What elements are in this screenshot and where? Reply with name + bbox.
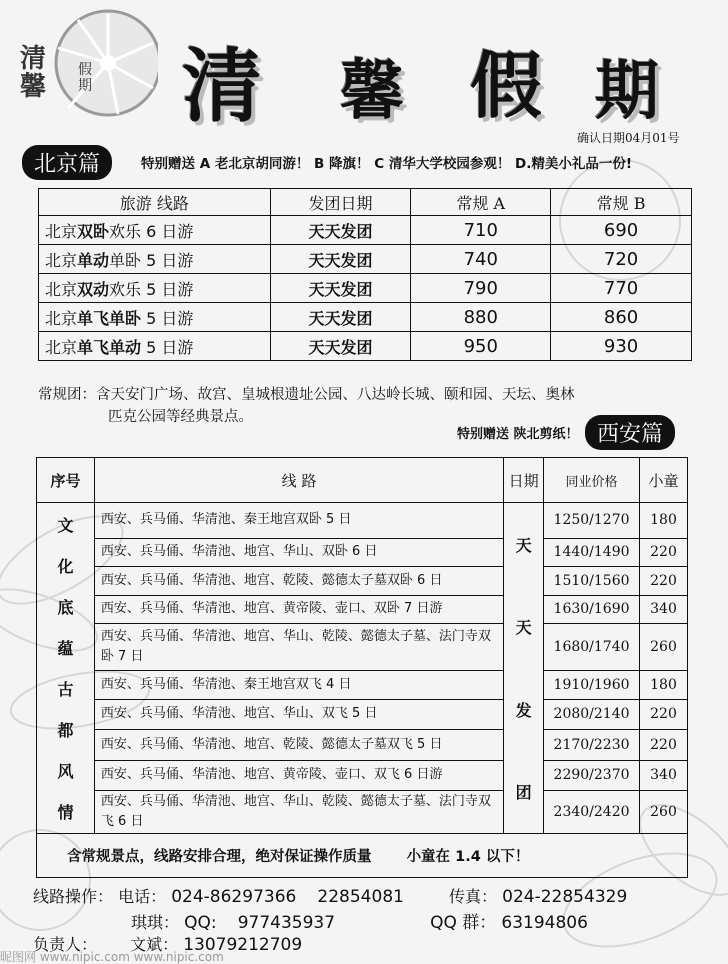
title-char-3: 假 — [470, 43, 543, 128]
price-cell: 2290/2370 — [544, 760, 640, 791]
route-cell: 西安、兵马俑、华清池、地宫、乾陵、懿德太子墓双飞 5 日 — [94, 730, 503, 761]
beijing-tag: 北京篇 — [22, 145, 112, 180]
table-row — [37, 567, 688, 596]
table-row — [37, 730, 688, 761]
table-row — [37, 503, 688, 539]
route-cell: 西安、兵马俑、华清池、地宫、华山、乾陵、懿德太子墓、法门寺双卧 7 日 — [94, 624, 503, 671]
watermark: 昵图网 www.nipic.com www.nipic.com — [0, 950, 224, 964]
date-cell: 天天发团 — [270, 332, 411, 361]
title-char-1: 清 — [182, 39, 262, 133]
route-cell: 西安、兵马俑、华清池、地宫、黄帝陵、壶口、双卧 7 日游 — [94, 595, 503, 624]
table-footer-row — [37, 834, 688, 878]
child-price-cell: 180 — [640, 671, 688, 700]
route-cell: 北京单飞单卧 5 日游 — [39, 303, 271, 332]
qqgroup-number: 63194806 — [501, 913, 588, 933]
child-note: 小童在 1.4 以下！ — [406, 849, 530, 865]
route-cell: 西安、兵马俑、华清池、地宫、黄帝陵、壶口、双飞 6 日游 — [94, 760, 503, 791]
price-b-cell: 720 — [551, 245, 692, 274]
price-cell: 1510/1560 — [544, 567, 640, 596]
confirm-date: 确认日期04月01号 — [577, 131, 680, 145]
price-cell: 1910/1960 — [544, 671, 640, 700]
price-cell: 2080/2140 — [544, 699, 640, 730]
table-header — [39, 189, 692, 216]
footer-note: 含常规景点，线路安排合理，绝对保证操作质量 — [67, 849, 372, 865]
child-price-cell: 220 — [640, 538, 688, 567]
price-b-cell: 930 — [551, 332, 692, 361]
tel-label: 电话： — [118, 887, 167, 906]
child-price-cell: 260 — [640, 624, 688, 671]
child-price-cell: 180 — [640, 503, 688, 539]
table-row — [37, 538, 688, 567]
beijing-note: 常规团：含天安门广场、故宫、皇城根遗址公园、八达岭长城、颐和园、天坛、奥林 匹克公园等经典景点。 — [38, 387, 575, 425]
logo-text: 清 馨 — [20, 44, 47, 102]
price-cell: 2170/2230 — [544, 730, 640, 761]
qqgroup-label: QQ 群： — [430, 913, 497, 933]
date-cell: 天天发团 — [270, 245, 411, 274]
table-row — [37, 760, 688, 791]
title-char-2: 馨 — [340, 54, 404, 129]
qq-number: 977435937 — [237, 913, 336, 933]
child-price-cell: 260 — [640, 791, 688, 834]
price-b-cell: 690 — [551, 216, 692, 245]
child-price-cell: 340 — [640, 595, 688, 624]
price-cell: 1440/1490 — [544, 538, 640, 567]
theme-cell: 文 化 底 蕴 古 都 风 情 — [37, 503, 95, 834]
child-price-cell: 340 — [640, 760, 688, 791]
header-route: 线 路 — [94, 458, 503, 503]
table-row — [37, 699, 688, 730]
date-cell: 天天发团 — [270, 274, 411, 303]
tel-number-2: 22854081 — [317, 887, 404, 907]
contact-name: 琪琪： — [131, 913, 180, 932]
header-date: 发团日期 — [270, 189, 411, 216]
route-cell: 西安、兵马俑、华清池、地宫、华山、双飞 5 日 — [94, 699, 503, 730]
header-route: 旅游 线路 — [39, 189, 271, 216]
price-a-cell: 710 — [411, 216, 551, 245]
route-cell: 西安、兵马俑、华清池、秦王地宫双卧 5 日 — [94, 503, 503, 539]
route-cell: 西安、兵马俑、华清池、地宫、华山、乾陵、懿德太子墓、法门寺双飞 6 日 — [94, 791, 503, 834]
child-price-cell: 220 — [640, 567, 688, 596]
table-row — [39, 303, 692, 332]
header-price-a: 常规 A — [411, 189, 551, 216]
price-a-cell: 950 — [411, 332, 551, 361]
route-cell: 北京双动欢乐 5 日游 — [39, 274, 271, 303]
days-cell: 天 天 发 团 — [504, 503, 544, 834]
price-cell: 1630/1690 — [544, 595, 640, 624]
price-a-cell: 790 — [411, 274, 551, 303]
table-header — [37, 458, 688, 503]
qq-label: QQ: — [184, 913, 217, 933]
date-cell: 天天发团 — [270, 303, 411, 332]
table-row — [37, 624, 688, 671]
price-b-cell: 770 — [551, 274, 692, 303]
price-cell: 2340/2420 — [544, 791, 640, 834]
contact-line-2 — [131, 908, 588, 933]
price-cell: 1250/1270 — [544, 503, 640, 539]
tel-number-1: 024-86297366 — [171, 887, 297, 907]
header-price: 同业价格 — [544, 458, 640, 503]
route-cell: 北京单飞单动 5 日游 — [39, 332, 271, 361]
fax-number: 024-22854329 — [502, 887, 628, 907]
child-price-cell: 220 — [640, 699, 688, 730]
header-child: 小童 — [640, 458, 688, 503]
logo-side-text: 假期 — [78, 62, 92, 94]
table-row — [37, 671, 688, 700]
route-cell: 西安、兵马俑、华清池、秦王地宫双飞 4 日 — [94, 671, 503, 700]
owner-name: 文斌： — [130, 935, 179, 954]
ops-label: 线路操作： — [33, 887, 114, 906]
table-row — [39, 245, 692, 274]
date-cell: 天天发团 — [270, 216, 411, 245]
header-seq: 序号 — [37, 458, 95, 503]
xian-gift: 特别赠送 陕北剪纸！ — [457, 427, 579, 442]
table-row — [39, 274, 692, 303]
title-char-4: 期 — [595, 54, 659, 129]
xian-table — [36, 457, 688, 878]
price-a-cell: 740 — [411, 245, 551, 274]
contact-line-1 — [33, 884, 627, 907]
footer-note-cell — [37, 834, 688, 878]
price-a-cell: 880 — [411, 303, 551, 332]
route-cell: 西安、兵马俑、华清池、地宫、华山、双卧 6 日 — [94, 538, 503, 567]
table-row — [37, 791, 688, 834]
table-row — [39, 332, 692, 361]
route-cell: 西安、兵马俑、华清池、地宫、乾陵、懿德太子墓双卧 6 日 — [94, 567, 503, 596]
table-row — [39, 216, 692, 245]
price-b-cell: 860 — [551, 303, 692, 332]
owner-phone: 13079212709 — [183, 935, 303, 955]
beijing-table — [38, 188, 692, 361]
route-cell: 北京单动单卧 5 日游 — [39, 245, 271, 274]
table-row — [37, 595, 688, 624]
beijing-gift: 特别赠送 A 老北京胡同游！ B 降旗！ C 清华大学校园参观！ D.精美小礼品一份! — [141, 156, 633, 172]
header-date: 日期 — [504, 458, 544, 503]
route-cell: 北京双卧欢乐 6 日游 — [39, 216, 271, 245]
xian-tag: 西安篇 — [585, 415, 675, 450]
owner-label: 负责人： — [33, 935, 98, 954]
fax-label: 传真： — [449, 887, 498, 906]
child-price-cell: 220 — [640, 730, 688, 761]
price-cell: 1680/1740 — [544, 624, 640, 671]
header-price-b: 常规 B — [551, 189, 692, 216]
